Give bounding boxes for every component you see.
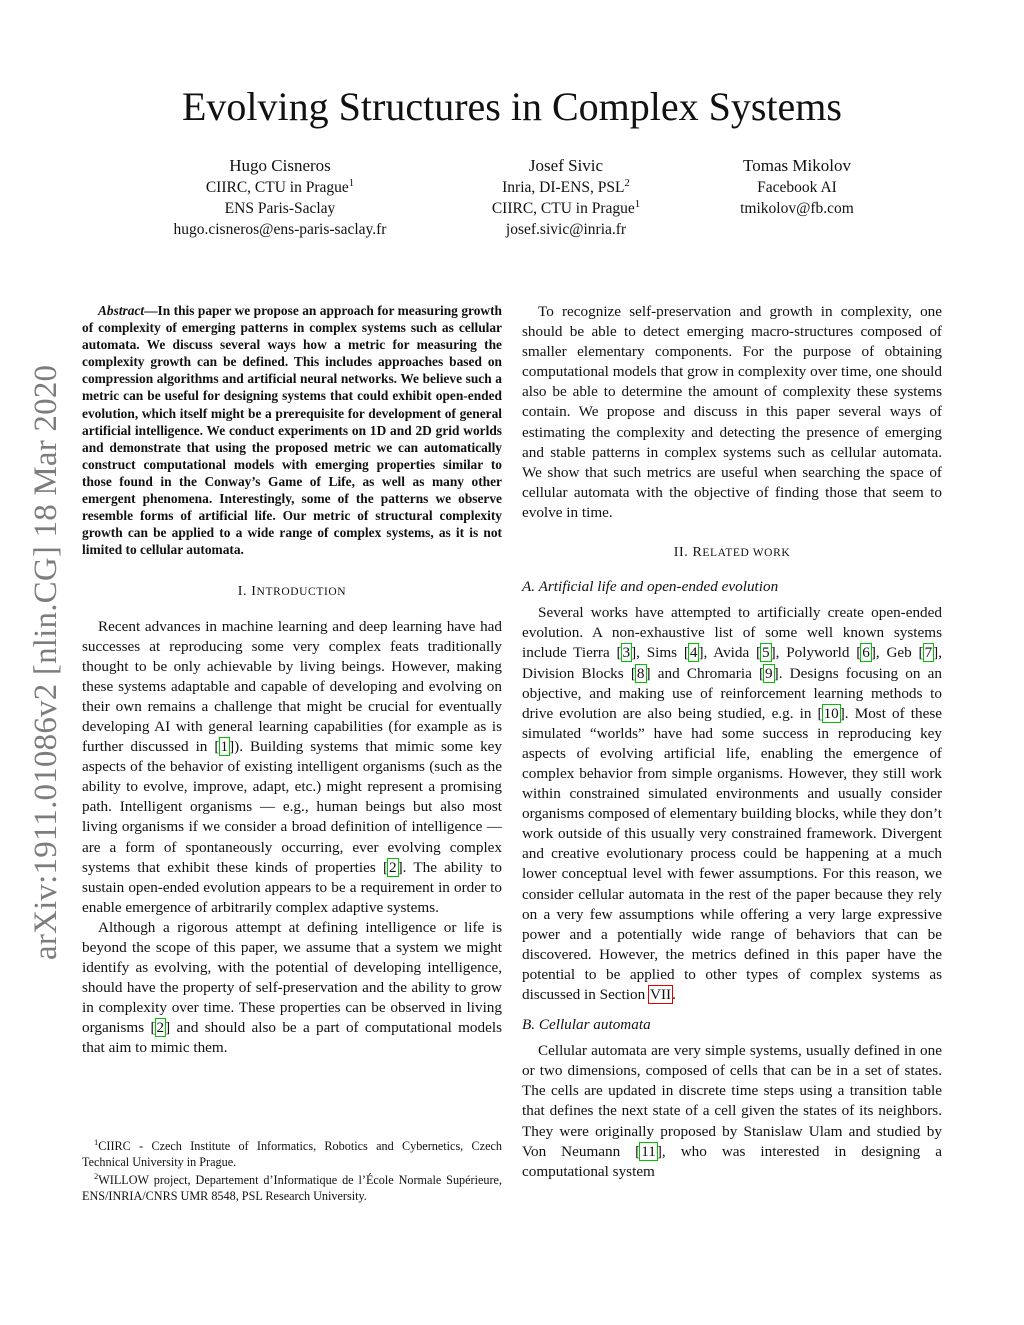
citation-link[interactable]: 8 [636,664,645,682]
section-heading-introduction: I. INTRODUCTION [237,584,347,600]
author-name: Josef Sivic [528,156,604,175]
footnote: $^1$CIIRC - Czech Institute of Informatics, Robotics and Cybernetics, Czech Technical University in Prague. [82,1136,502,1169]
citation-link[interactable]: 1 [220,738,229,756]
citation-link[interactable]: 2 [156,1019,165,1037]
citation-link[interactable]: 11 [641,1142,656,1160]
citation-link[interactable]: 5 [762,644,770,662]
author-name: Tomas Mikolov [743,156,851,175]
author-email: hugo.cisneros@ens-paris-saclay.fr [173,221,387,238]
intro-paragraph: Recent advances in machine learning and deep learning have had successes at reproducing some very complex feats traditionally thought to be only achievable by living beings. However, making these systems adaptable and capable of developing and evolving on their own remains a challenge that might be crucial for eventually developing AI with general learning capabilities (for example as is further discussed in [1]). Building systems that mimic some key aspects of the behavior of existing intelligent organisms (such as the ability to evolve, improve, adapt, etc.) might represent a promising path. Intelligent organisms — e.g., human beings but also most living organisms if we consider a broad definition of intelligence — are a form of spontaneously occurring, ever evolving complex systems that exhibit these kinds of properties [2]. The ability to sustain open-ended evolution appears to be a requirement in order to enable emergence of arbitrarily complex adaptive systems. [82,617,503,916]
citation-link[interactable]: 10 [823,704,839,722]
author-email: tmikolov@fb.com [740,200,854,217]
paper-title: Evolving Structures in Complex Systems [182,84,842,129]
cellular-automata-paragraph: Cellular automata are very simple systems, usually defined in one or two dimensions, composed of cells that can be in a set of states. The cells are updated in discrete time steps using a transition table that defines the next state of a cell given the states of its neighbors. They were originally proposed by Stanislaw Ulam and studied by Von Neumann [11], who was interested in designing a computational system [522,1042,942,1180]
right-column [522,302,942,1182]
arxiv-identifier: arXiv:1911.01086v2 [nlin.CG] 18 Mar 2020 [28,364,64,960]
related-work-paragraph: Several works have attempted to artificially create open-ended evolution. A non-exhaustive list of some well known systems include Tierra [3], Sims [4], Avida [5], Polyworld [6], Geb [7], Division Blocks [8] and Chromaria [9]. Designs focusing on an objective, and making use of reinforcement learning methods to drive evolution are also being studied, e.g. in [10]. Most of these simulated “worlds” have had some success in reproducing key aspects of evolving artificial life, enabling the emergence of complex behavior from simple organisms. However, they still work within constrained simulated environments and usually consider organisms composed of elementary building blocks, while they don’t work outside of this usually very constrained framework. Divergent and creative evolutionary process could be happening at a much lower conceptual level with fewer assumptions. For this reason, we consider cellular automata in the rest of the paper because they rely on a very few assumptions while offering a very large expressive power and a potentially wide range of behaviors that can be discovered. However, the metrics defined in this paper have the potential to be applied to other types of complex systems as discussed in Section VII. [522,604,943,1003]
citation-link[interactable]: 4 [689,644,698,662]
footnotes [82,1138,502,1206]
citation-link[interactable]: 2 [389,858,397,876]
author-email: josef.sivic@inria.fr [505,221,627,238]
author-block-3 [694,155,900,219]
author-block-2 [446,155,686,240]
body-paragraph: To recognize self-preservation and growth in complexity, one should be able to detect emerging macro-structures composed of smaller elementary components. For the purpose of obtaining computational models that grow in complexity over time, one should also be able to determine the amount of complexity these systems contain. We propose and discuss in this paper several ways of estimating the complexity and detecting the presence of emerging and stable patterns in complex systems such as cellular automata. We show that such metrics are useful when searching the space of cellular automata with the objective of finding those that seem to evolve in time. [522,303,942,521]
author-affiliation: Facebook AI [757,179,837,196]
section-heading-related-work: II. RELATED WORK [673,545,791,561]
footnote: $^2$WILLOW project, Departement d’Informatique de l’École Normale Supérieure, ENS/INRIA/CNRS UMR 8548, PSL Research University. [82,1170,502,1203]
author-affiliation: ENS Paris-Saclay [224,200,336,217]
left-column [82,302,502,1059]
subsection-heading-cellular-automata: B. Cellular automata [522,1016,651,1034]
author-name: Hugo Cisneros [229,156,331,175]
section-reference-link[interactable]: VII [649,986,672,1003]
author-affiliation: Inria, DI-ENS, PSL$^2$ [502,176,630,196]
abstract: Abstract—In this paper we propose an approach for measuring growth of complexity of emerging patterns in complex systems such as cellular automata. We discuss several ways how a metric for measuring the complexity growth can be defined. This includes approaches based on compression algorithms and artificial neural networks. We believe such a metric can be useful for designing systems that could exhibit open-ended evolution, which itself might be a prerequisite for development of general artificial intelligence. We conduct experiments on 1D and 2D grid worlds and demonstrate that using the proposed metric we can automatically construct computational models with emerging properties similar to those found in the Conway’s Game of Life, as well as many other emergent phenomena. Interestingly, some of the patterns we observe resemble forms of artificial life. Our metric of structural complexity growth can be applied to a wide range of complex systems, as it is not limited to cellular automata. [82,303,502,558]
subsection-heading-artificial-life: A. Artificial life and open-ended evolution [522,578,779,596]
citation-link[interactable]: 7 [924,644,933,662]
citation-link[interactable]: 9 [765,664,773,682]
author-affiliation: CIIRC, CTU in Prague$^1$ [205,176,355,196]
citation-link[interactable]: 6 [862,644,870,662]
author-affiliation: CIIRC, CTU in Prague$^1$ [491,197,641,217]
intro-paragraph: Although a rigorous attempt at defining intelligence or life is beyond the scope of this paper, we assume that a system we might identify as evolving, with the potential of developing intelligence, should have the property of self-preservation and the ability to grow in complexity over time. These properties can be observed in living organisms [2] and should also be a part of computational models that aim to mimic them. [82,918,502,1057]
citation-link[interactable]: 3 [622,644,631,662]
author-block-1 [160,155,400,240]
